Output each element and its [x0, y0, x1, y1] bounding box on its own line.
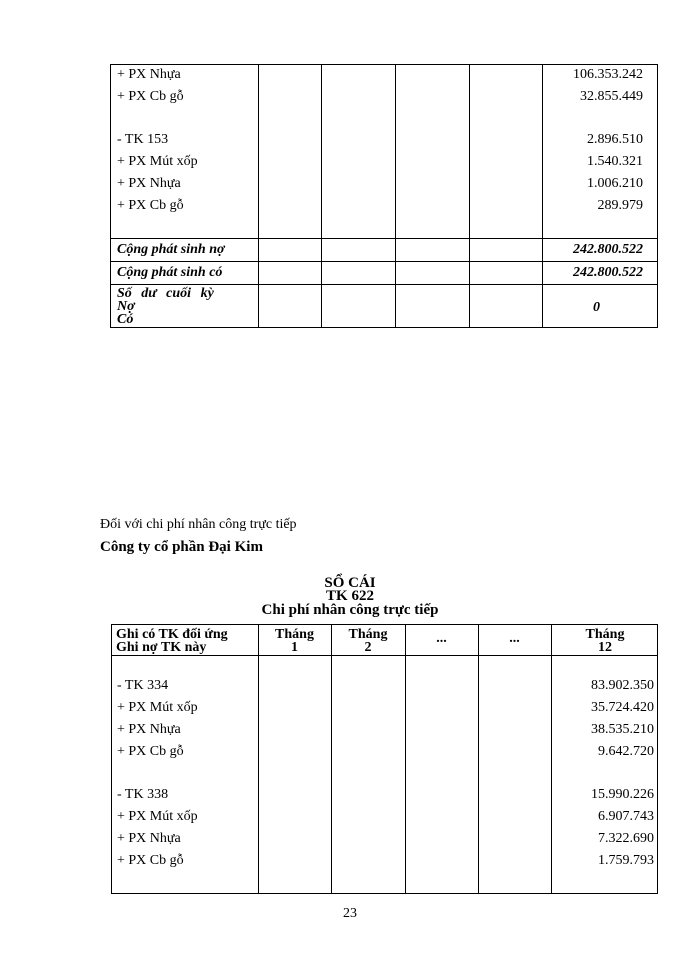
total-credit-value: 242.800.522: [573, 265, 643, 280]
total-debit-value: 242.800.522: [573, 242, 643, 257]
table-row-label: + PX Nhựa: [117, 176, 181, 191]
table-row-value: 1.759.793: [598, 853, 654, 868]
ledger-continuation-table: [110, 64, 658, 328]
table-row-label: + PX Nhựa: [117, 722, 181, 737]
page-number: 23: [343, 906, 357, 921]
table-row-value: 1.540.321: [587, 154, 643, 169]
header-month-number: 12: [598, 640, 612, 655]
table-row-value: 83.902.350: [591, 678, 654, 693]
ledger-table: [111, 624, 658, 894]
header-ellipsis-2: ...: [509, 631, 520, 646]
header-month-number: 1: [291, 640, 298, 655]
header-counter-account: [116, 628, 228, 654]
table-row-label: + PX Mút xốp: [117, 700, 198, 715]
table-row-label: - TK 153: [117, 132, 169, 147]
table-row-value: 106.353.242: [573, 67, 643, 82]
company-name: Công ty cổ phần Đại Kim: [100, 539, 263, 555]
header-month-label: Tháng: [585, 627, 625, 642]
table-row-value: 1.006.210: [587, 176, 643, 191]
header-ellipsis-1: ...: [436, 631, 447, 646]
table-row-value: 2.896.510: [587, 132, 643, 147]
ledger-account: TK 622: [326, 588, 374, 604]
table-row-label: + PX Cb gỗ: [117, 89, 184, 104]
table-row-label: - TK 338: [117, 787, 169, 802]
table-row-value: 15.990.226: [591, 787, 654, 802]
table-row-label: - TK 334: [117, 678, 169, 693]
table-row-label: + PX Nhựa: [117, 831, 181, 846]
table-row-label: + PX Mút xốp: [117, 809, 198, 824]
table-row-value: 9.642.720: [598, 744, 654, 759]
header-month-12: [551, 628, 659, 654]
ledger-title: SỔ CÁI: [324, 575, 376, 591]
ledger-subtitle: Chi phí nhân công trực tiếp: [261, 602, 439, 618]
table-row-value: 6.907.743: [598, 809, 654, 824]
total-debit-label: Cộng phát sinh nợ: [117, 242, 225, 257]
closing-balance-label: Số dư cuối kỳ: [117, 286, 214, 301]
closing-balance-credit: Có: [117, 312, 134, 327]
table-row-value: 38.535.210: [591, 722, 654, 737]
table-row-value: 32.855.449: [580, 89, 643, 104]
header-month-2: [331, 628, 405, 654]
header-month-label: Tháng: [348, 627, 388, 642]
header-month-label: Tháng: [275, 627, 314, 642]
header-month-1: [258, 628, 331, 654]
table-row-label: + PX Cb gỗ: [117, 198, 184, 213]
table-row-label: + PX Cb gỗ: [117, 853, 184, 868]
closing-balance-debit: Nợ: [117, 299, 135, 314]
header-debit-label: Ghi nợ TK này: [116, 640, 207, 655]
table-row-label: + PX Mút xốp: [117, 154, 198, 169]
total-credit-label: Cộng phát sinh có: [117, 265, 223, 280]
section-intro: Đối với chi phí nhân công trực tiếp: [100, 517, 297, 532]
header-month-number: 2: [364, 640, 372, 655]
closing-balance-value: 0: [593, 300, 600, 315]
table-row-label: + PX Nhựa: [117, 67, 181, 82]
table-row-value: 35.724.420: [591, 700, 654, 715]
table-row-value: 289.979: [597, 198, 643, 213]
header-credit-label: Ghi có TK đối ứng: [116, 627, 228, 642]
table-row-value: 7.322.690: [598, 831, 654, 846]
table-row-label: + PX Cb gỗ: [117, 744, 184, 759]
